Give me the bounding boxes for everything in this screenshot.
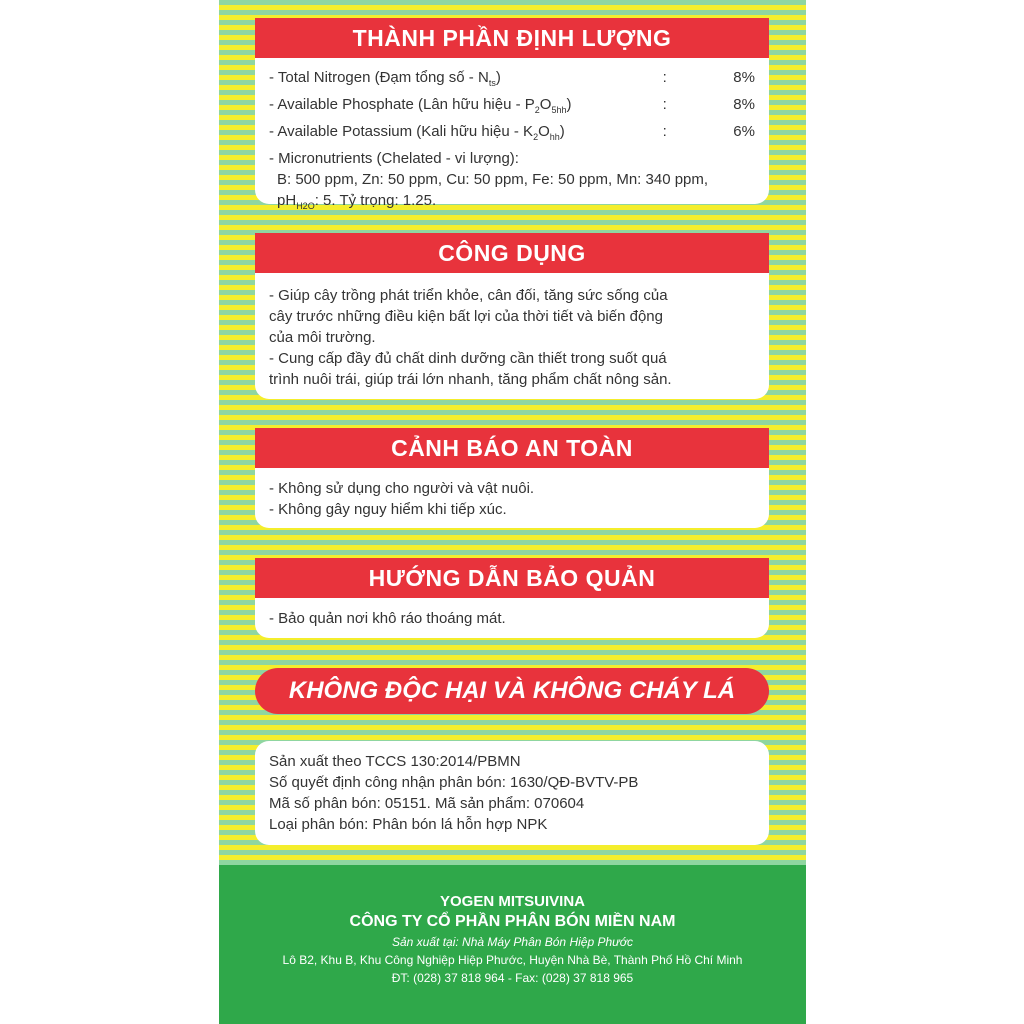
factory-address: Lô B2, Khu B, Khu Công Nghiệp Hiệp Phước, Huyện Nhà Bè, Thành Phố Hồ Chí Minh	[282, 953, 743, 967]
composition-row-phosphate: - Available Phosphate (Lân hữu hiệu - $P_2O_{5hh}$) : 8%	[269, 94, 755, 121]
safety-line: - Không sử dụng cho người và vật nuôi.	[269, 480, 535, 497]
storage-panel	[255, 558, 769, 638]
slogan-banner: KHÔNG ĐỘC HẠI VÀ KHÔNG CHÁY LÁ	[255, 668, 769, 714]
usage-line: cây trước những điều kiện bất lợi của thời tiết và biến động	[269, 308, 663, 325]
company-name: CÔNG TY CỔ PHẦN PHÂN BÓN MIỀN NAM	[349, 913, 676, 930]
registration-line: Mã số phân bón: 05151. Mã sản phẩm: 070604	[269, 795, 585, 812]
storage-title: HƯỚNG DẪN BẢO QUẢN	[255, 558, 769, 598]
potassium-value: 6%	[733, 123, 755, 140]
usage-title: CÔNG DỤNG	[255, 233, 769, 273]
safety-panel	[255, 428, 769, 528]
micronutrients-label: - Micronutrients (Chelated - vi lượng):	[269, 150, 519, 167]
brand-name: YOGEN MITSUIVINA	[439, 893, 585, 910]
usage-line: - Cung cấp đầy đủ chất dinh dưỡng cần thiết trong suốt quá	[269, 350, 667, 367]
registration-line: Sản xuất theo TCCS 130:2014/PBMN	[269, 753, 521, 770]
composition-row-potassium: - Available Potassium (Kali hữu hiệu - $K_2O_{hh}$) : 6%	[269, 121, 755, 148]
safety-line: - Không gây nguy hiểm khi tiếp xúc.	[269, 501, 507, 518]
storage-line: - Bảo quản nơi khô ráo thoáng mát.	[269, 610, 506, 627]
nitrogen-value: 8%	[733, 69, 755, 86]
usage-line: - Giúp cây trồng phát triển khỏe, cân đối, tăng sức sống của	[269, 287, 668, 304]
micronutrients-values: B: 500 ppm, Zn: 50 ppm, Cu: 50 ppm, Fe: 50 ppm, Mn: 340 ppm,	[277, 171, 709, 188]
usage-panel	[255, 233, 769, 399]
ph-density: $pH_{H2O}$: 5. Tỷ trọng: 1.25.	[277, 192, 437, 211]
contact-info: ĐT: (028) 37 818 964 - Fax: (028) 37 818 965	[391, 971, 634, 985]
registration-panel	[255, 741, 769, 845]
phosphate-value: 8%	[733, 96, 755, 113]
usage-line: của môi trường.	[269, 329, 376, 346]
registration-line: Số quyết định công nhận phân bón: 1630/QĐ-BVTV-PB	[269, 774, 639, 791]
company-footer	[219, 865, 806, 1024]
composition-title: THÀNH PHẦN ĐỊNH LƯỢNG	[255, 18, 769, 58]
registration-line: Loại phân bón: Phân bón lá hỗn hợp NPK	[269, 816, 548, 833]
composition-panel	[255, 18, 769, 211]
factory-location: Sản xuất tại: Nhà Máy Phân Bón Hiệp Phước	[392, 935, 633, 949]
composition-row-nitrogen: - Total Nitrogen (Đạm tổng số - $N_{ts}$) : 8%	[269, 67, 755, 94]
safety-title: CẢNH BÁO AN TOÀN	[255, 428, 769, 468]
usage-line: trình nuôi trái, giúp trái lớn nhanh, tăng phẩm chất nông sản.	[269, 371, 672, 388]
